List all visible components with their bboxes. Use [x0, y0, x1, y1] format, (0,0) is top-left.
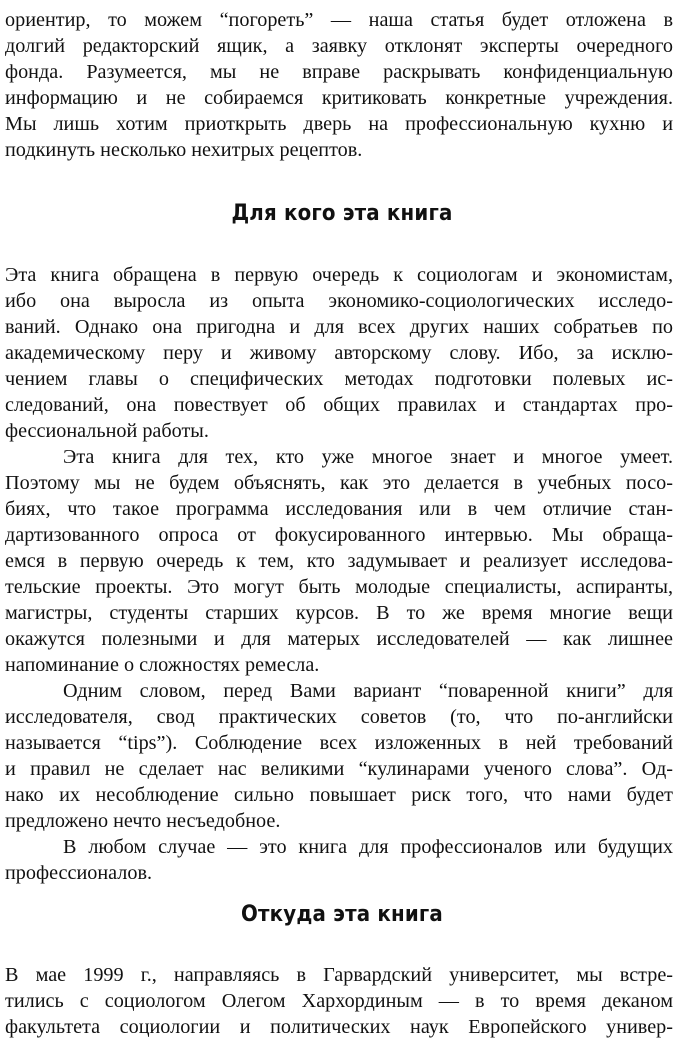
text-line: магистры, студенты старших курсов. В то же время многие вещи [5, 602, 673, 624]
text-line: дартизованного опроса от фокусированного интервью. Мы обраща- [5, 524, 673, 546]
text-line: тились с социологом Олегом Хархординым — в то время деканом [5, 990, 673, 1012]
text-line: ибо она выросла из опыта экономико-социологических исследо- [5, 290, 673, 312]
text-line: подкинуть несколько нехитрых рецептов. [5, 139, 363, 161]
text-line: и правил не сделает нас великими “кулинарами ученого слова”. Од- [5, 758, 673, 780]
text-line: Мы лишь хотим приоткрыть дверь на профессиональную кухню и [5, 113, 673, 135]
text-line: чением главы о специфических методах подготовки полевых ис- [5, 368, 673, 390]
text-line: Эта книга для тех, кто уже многое знает и многое умеет. [63, 446, 673, 468]
text-line: биях, что такое программа исследования или в чем отличие стан- [5, 498, 673, 520]
text-line: Поэтому мы не будем объяснять, как это делается в учебных посо- [5, 472, 673, 494]
text-line: Одним словом, перед Вами вариант “поваренной книги” для [63, 680, 673, 702]
text-line: тельские проекты. Это могут быть молодые специалисты, аспиранты, [5, 576, 673, 598]
text-line: информацию и не собираемся критиковать конкретные учреждения. [5, 87, 673, 109]
text-line: предложено нечто несъедобное. [5, 810, 281, 832]
text-line: ваний. Однако она пригодна и для всех других наших собратьев по [5, 316, 673, 338]
text-line: В мае 1999 г., направляясь в Гарвардский университет, мы встре- [5, 964, 673, 986]
text-line: факультета социологии и политических наук Европейского универ- [5, 1016, 673, 1038]
text-line: В любом случае — это книга для профессионалов или будущих [63, 836, 673, 858]
text-line: окажутся полезными и для матерых исследователей — как лишнее [5, 628, 673, 650]
text-line: профессионалов. [5, 862, 153, 884]
text-line: фессиональной работы. [5, 420, 209, 442]
text-line: емся в первую очередь к тем, кто задумывает и реализует исследова- [5, 550, 673, 572]
text-line: следований, она повествует об общих правилах и стандартах про- [5, 394, 673, 416]
text-line: фонда. Разумеется, мы не вправе раскрывать конфиденциальную [5, 61, 673, 83]
section-heading: Для кого эта книга [231, 201, 453, 226]
text-line: называется “tips”). Соблюдение всех изложенных в ней требований [5, 732, 673, 754]
section-heading: Откуда эта книга [241, 902, 443, 927]
text-line: напоминание о сложностях ремесла. [5, 654, 320, 676]
text-line: нако их несоблюдение сильно повышает риск того, что нами будет [5, 784, 673, 806]
text-line: исследователя, свод практических советов (то, что по-английски [5, 706, 673, 728]
text-line: ориентир, то можем “погореть” — наша статья будет отложена в [5, 9, 673, 31]
text-line: долгий редакторский ящик, а заявку отклонят эксперты очередного [5, 35, 673, 57]
text-line: Эта книга обращена в первую очередь к социологам и экономистам, [5, 264, 673, 286]
text-line: академическому перу и живому авторскому слову. Ибо, за исклю- [5, 342, 673, 364]
